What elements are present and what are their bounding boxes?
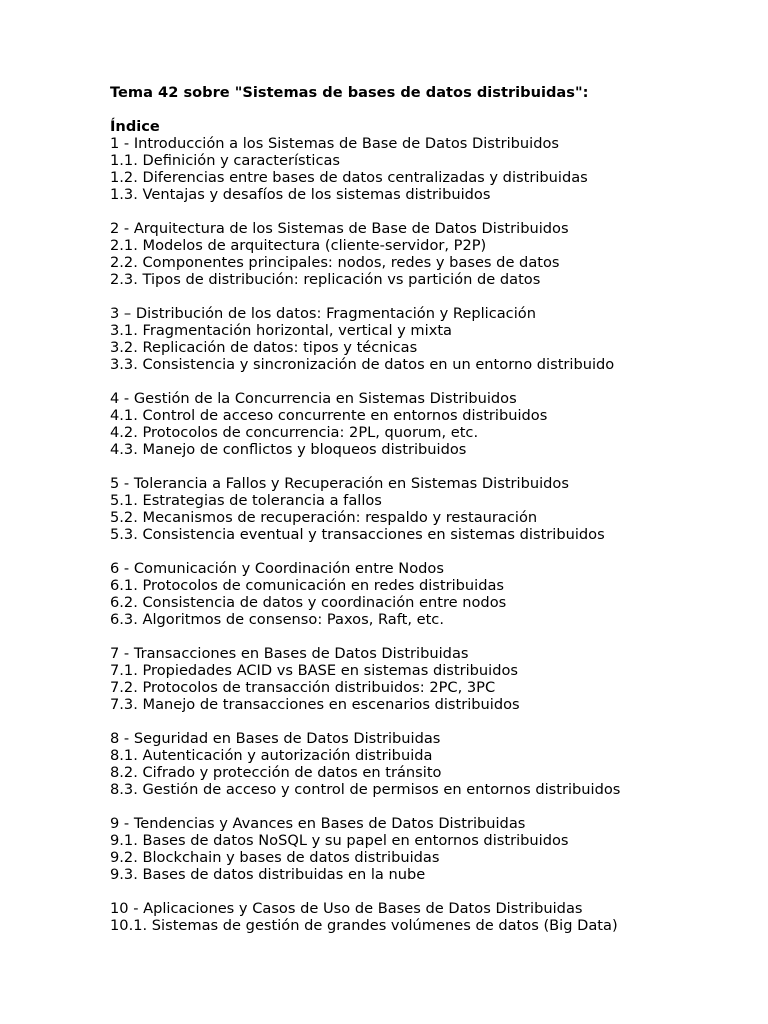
section-heading: 5 - Tolerancia a Fallos y Recuperación en Sistemas Distribuidos bbox=[110, 475, 569, 492]
section-item: 3.2. Replicación de datos: tipos y técnicas bbox=[110, 339, 418, 356]
section-item: 6.3. Algoritmos de consenso: Paxos, Raft, etc. bbox=[110, 611, 444, 628]
document-page bbox=[110, 84, 750, 934]
section-item: 10.1. Sistemas de gestión de grandes volúmenes de datos (Big Data) bbox=[110, 917, 618, 934]
section-item: 9.2. Blockchain y bases de datos distribuidas bbox=[110, 849, 440, 866]
index-section-6 bbox=[110, 560, 750, 628]
index-section-5 bbox=[110, 475, 750, 543]
index-section-1 bbox=[110, 135, 750, 203]
index-heading: Índice bbox=[110, 118, 160, 135]
section-item: 7.1. Propiedades ACID vs BASE en sistemas distribuidos bbox=[110, 662, 519, 679]
index-section-3 bbox=[110, 305, 750, 373]
section-item: 8.2. Cifrado y protección de datos en tránsito bbox=[110, 764, 442, 781]
index-section-2 bbox=[110, 220, 750, 288]
section-heading: 2 - Arquitectura de los Sistemas de Base de Datos Distribuidos bbox=[110, 220, 569, 237]
section-heading: 1 - Introducción a los Sistemas de Base de Datos Distribuidos bbox=[110, 135, 560, 152]
section-heading: 3 – Distribución de los datos: Fragmentación y Replicación bbox=[110, 305, 536, 322]
section-item: 1.2. Diferencias entre bases de datos centralizadas y distribuidas bbox=[110, 169, 588, 186]
section-item: 7.3. Manejo de transacciones en escenarios distribuidos bbox=[110, 696, 520, 713]
index-section-10 bbox=[110, 900, 750, 934]
section-item: 2.1. Modelos de arquitectura (cliente-servidor, P2P) bbox=[110, 237, 487, 254]
section-item: 6.1. Protocolos de comunicación en redes distribuidas bbox=[110, 577, 505, 594]
section-item: 8.1. Autenticación y autorización distribuida bbox=[110, 747, 433, 764]
index-section-4 bbox=[110, 390, 750, 458]
section-heading: 10 - Aplicaciones y Casos de Uso de Bases de Datos Distribuidas bbox=[110, 900, 583, 917]
section-heading: 6 - Comunicación y Coordinación entre Nodos bbox=[110, 560, 444, 577]
section-item: 5.2. Mecanismos de recuperación: respaldo y restauración bbox=[110, 509, 538, 526]
section-item: 2.3. Tipos de distribución: replicación vs partición de datos bbox=[110, 271, 541, 288]
section-item: 2.2. Componentes principales: nodos, redes y bases de datos bbox=[110, 254, 560, 271]
section-item: 4.1. Control de acceso concurrente en entornos distribuidos bbox=[110, 407, 548, 424]
section-item: 6.2. Consistencia de datos y coordinación entre nodos bbox=[110, 594, 507, 611]
section-item: 9.3. Bases de datos distribuidas en la nube bbox=[110, 866, 426, 883]
section-item: 9.1. Bases de datos NoSQL y su papel en entornos distribuidos bbox=[110, 832, 569, 849]
section-item: 5.3. Consistencia eventual y transacciones en sistemas distribuidos bbox=[110, 526, 605, 543]
section-item: 7.2. Protocolos de transacción distribuidos: 2PC, 3PC bbox=[110, 679, 496, 696]
section-item: 5.1. Estrategias de tolerancia a fallos bbox=[110, 492, 382, 509]
document-title: Tema 42 sobre "Sistemas de bases de datos distribuidas": bbox=[110, 84, 589, 101]
section-item: 3.3. Consistencia y sincronización de datos en un entorno distribuido bbox=[110, 356, 615, 373]
section-heading: 4 - Gestión de la Concurrencia en Sistemas Distribuidos bbox=[110, 390, 517, 407]
section-item: 4.2. Protocolos de concurrencia: 2PL, quorum, etc. bbox=[110, 424, 479, 441]
section-item: 4.3. Manejo de conflictos y bloqueos distribuidos bbox=[110, 441, 467, 458]
section-heading: 9 - Tendencias y Avances en Bases de Datos Distribuidas bbox=[110, 815, 526, 832]
index-section-7 bbox=[110, 645, 750, 713]
section-heading: 7 - Transacciones en Bases de Datos Distribuidas bbox=[110, 645, 469, 662]
section-heading: 8 - Seguridad en Bases de Datos Distribuidas bbox=[110, 730, 441, 747]
section-item: 3.1. Fragmentación horizontal, vertical y mixta bbox=[110, 322, 452, 339]
index-section-9 bbox=[110, 815, 750, 883]
section-item: 1.3. Ventajas y desafíos de los sistemas distribuidos bbox=[110, 186, 491, 203]
index-section-8 bbox=[110, 730, 750, 798]
section-item: 1.1. Definición y características bbox=[110, 152, 341, 169]
section-item: 8.3. Gestión de acceso y control de permisos en entornos distribuidos bbox=[110, 781, 621, 798]
